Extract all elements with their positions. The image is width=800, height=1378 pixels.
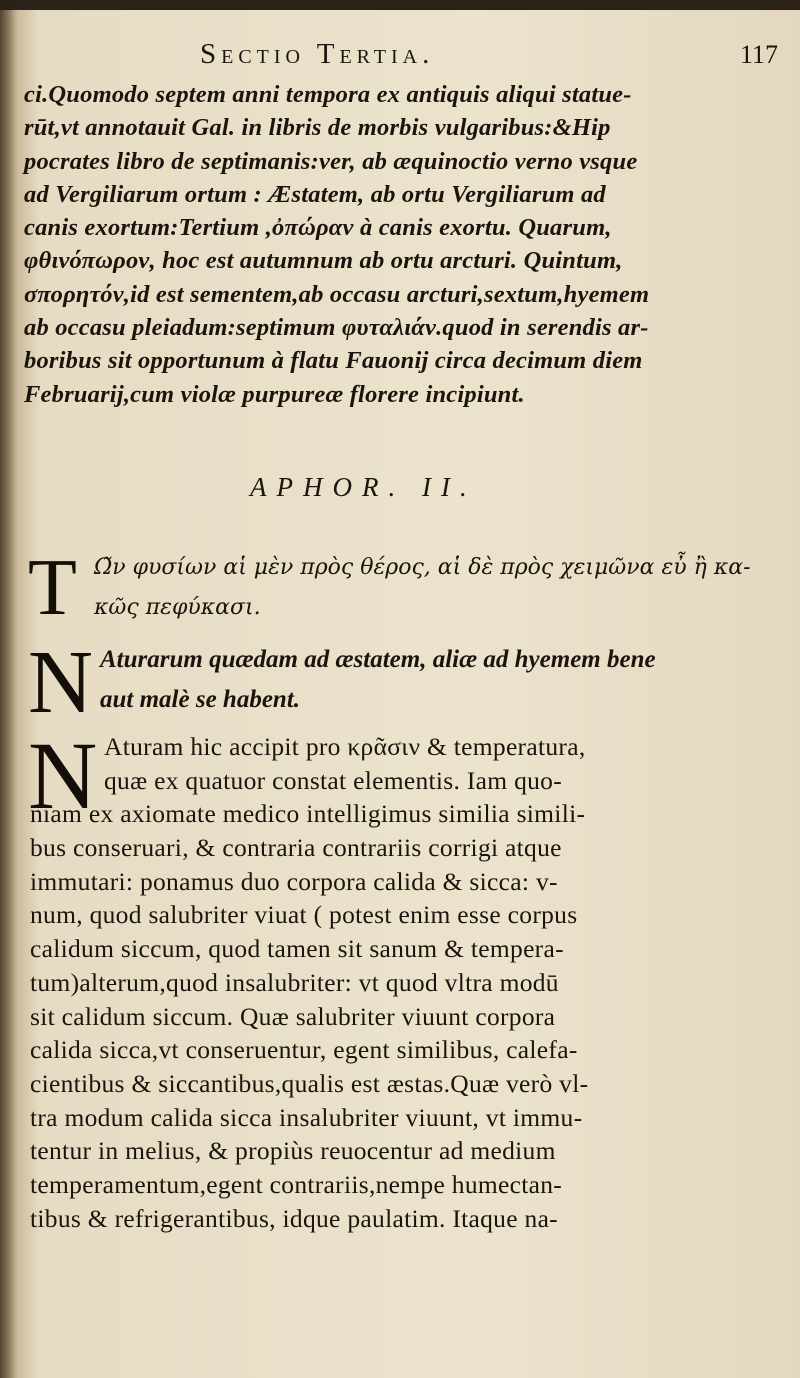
text-line: canis exortum:Tertium ,ὀπώραν à canis exortu. Quarum, [24,214,612,242]
text-line: cientibus & siccantibus,qualis est æstas.Quæ verò vl- [30,1068,589,1098]
text-line: immutari: ponamus duo corpora calida & sicca: v- [30,866,558,896]
text-line: tibus & refrigerantibus, idque paulatim. Itaque na- [30,1203,558,1233]
text-line: calida sicca,vt conseruentur, egent similibus, calefa- [30,1035,578,1065]
italic-paragraph [24,78,780,411]
text-line: calidum siccum, quod tamen sit sanum & tempera- [30,934,564,964]
text-line: temperamentum,egent contrariis,nempe humectan- [30,1169,563,1199]
text-line: bus conseruari, & contraria contrariis corrigi atque [30,833,562,863]
text-line: tum)alterum,quod insalubriter: vt quod vltra modū [30,967,559,997]
greek-aphorism [94,548,784,628]
text-line: tra modum calida sicca insalubriter viuunt, vt immu- [30,1102,583,1132]
text-line: Aturam hic accipit pro κρᾶσιν & temperatura, [104,732,586,761]
gutter-shadow [0,0,18,1378]
text-line: rūt,vt annotauit Gal. in libris de morbis vulgaribus:&Hip [24,114,611,142]
text-line: Februarij,cum violæ purpureæ florere incipiunt. [24,380,525,408]
text-line: σπορητόν,id est sementem,ab occasu arcturi,sextum,hyemem [24,280,650,308]
text-line: pocrates libro de septimanis:ver, ab æquinoctio verno vsque [24,147,638,175]
commentary-paragraph [28,722,785,1235]
text-line: num, quod salubriter viuat ( potest enim esse corpus [30,900,578,930]
latin-dropcap: N [28,633,93,732]
text-line: tentur in melius, & propiùs reuocentur ad medium [30,1136,556,1166]
text-line: ci.Quomodo septem anni tempora ex antiquis aliqui statue- [24,81,632,108]
text-line: ab occasu pleiadum:septimum φυταλιάν.quod in serendis ar- [24,314,649,342]
text-line: boribus sit opportunum à flatu Fauonij circa decimum diem [24,347,643,375]
latin-aphorism [100,640,790,720]
text-line: ad Vergiliarum ortum : Æstatem, ab ortu Vergiliarum ad [24,180,606,208]
text-line: quæ ex quatuor constat elementis. Iam quo- [104,765,563,795]
greek-dropcap: T [28,544,77,632]
text-line: aut malè se habent. [100,686,301,713]
text-line: sit calidum siccum. Quæ salubriter viuunt corpora [30,1001,556,1031]
text-line: κῶς πεφύκασι. [94,595,261,620]
text-line: Aturarum quædam ad æstatem, aliæ ad hyemem bene [100,646,656,673]
aphorism-heading: APHOR. II. [250,472,477,502]
top-edge [0,0,800,10]
page-number: 117 [740,40,779,69]
text-line: φθινόπωρον, hoc est autumnum ab ortu arcturi. Quintum, [24,247,623,275]
commentary-dropcap: N [28,722,98,829]
running-head: Sectio Tertia. [200,38,435,70]
text-line: niam ex axiomate medico intelligimus similia simili- [30,799,586,829]
text-line: Ω̃ν φυσίων αἱ μὲν πρὸς θέρος, αἱ δὲ πρὸς χειμῶνα εὖ ἢ κα- [94,555,751,580]
